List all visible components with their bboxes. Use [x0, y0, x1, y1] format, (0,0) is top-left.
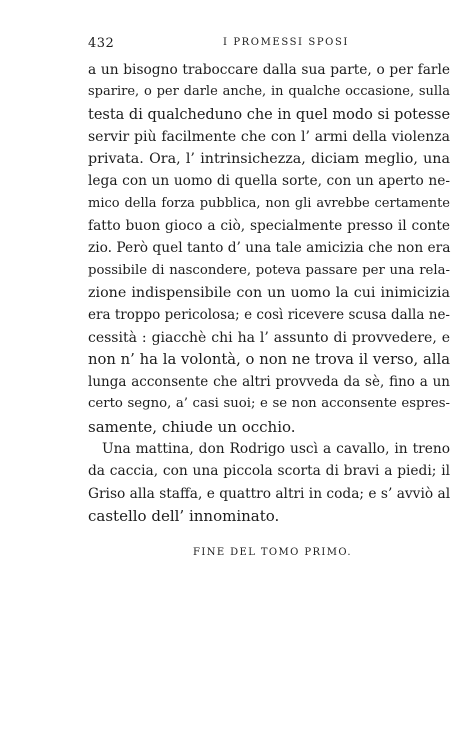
text-line: lega con un uomo di quella sorte, con un aperto ne-: [88, 173, 450, 190]
text-line: cessità : giacchè chi ha l’ assunto di provvedere, e: [88, 329, 450, 346]
text-line: testa di qualcheduno che in quel modo si potesse: [88, 106, 451, 123]
text-line: da caccia, con una piccola scorta di bravi a piedi; il: [88, 463, 450, 480]
text-line: sparire, o per darle anche, in qualche occasione, sulla: [88, 84, 450, 100]
text-line: servir più facilmente che con l’ armi della violenza: [88, 128, 450, 145]
text-line: lunga acconsente che altri provveda da sè, fino a un: [88, 374, 450, 391]
paragraph: [88, 59, 450, 438]
text-line: samente, chiude un occhio.: [88, 417, 296, 436]
text-line: a un bisogno traboccare dalla sua parte, o per farle: [88, 62, 450, 78]
page-header: [88, 36, 378, 54]
running-title: I PROMESSI SPOSI: [223, 37, 349, 48]
text-line: possibile di nascondere, poteva passare per una rela-: [88, 262, 450, 278]
text-line: mico della forza pubblica, non gli avrebbe certamente: [88, 195, 450, 211]
text-line: non n’ ha la volontà, o non ne trova il verso, alla: [88, 350, 450, 368]
body-text: [88, 59, 450, 527]
page-number: 432: [88, 36, 115, 51]
text-line: fatto buon gioco a ciò, specialmente presso il conte: [88, 218, 450, 235]
text-line: Una mattina, don Rodrigo uscì a cavallo, in treno: [102, 441, 450, 458]
end-of-volume-note: FINE DEL TOMO PRIMO.: [193, 547, 352, 558]
text-line: zio. Però quel tanto d’ una tale amicizia che non era: [88, 240, 451, 257]
paragraph: [88, 438, 450, 527]
text-line: zione indispensibile con un uomo la cui inimicizia: [88, 284, 450, 301]
text-line: castello dell’ innominato.: [88, 506, 280, 525]
text-line: privata. Ora, l’ intrinsichezza, diciam meglio, una: [88, 151, 450, 168]
text-line: era troppo pericolosa; e così ricevere scusa dalla ne-: [88, 307, 450, 324]
text-line: Griso alla staffa, e quattro altri in coda; e s’ avviò al: [88, 485, 451, 502]
text-line: certo segno, a’ casi suoi; e se non acconsente espres-: [88, 396, 450, 412]
